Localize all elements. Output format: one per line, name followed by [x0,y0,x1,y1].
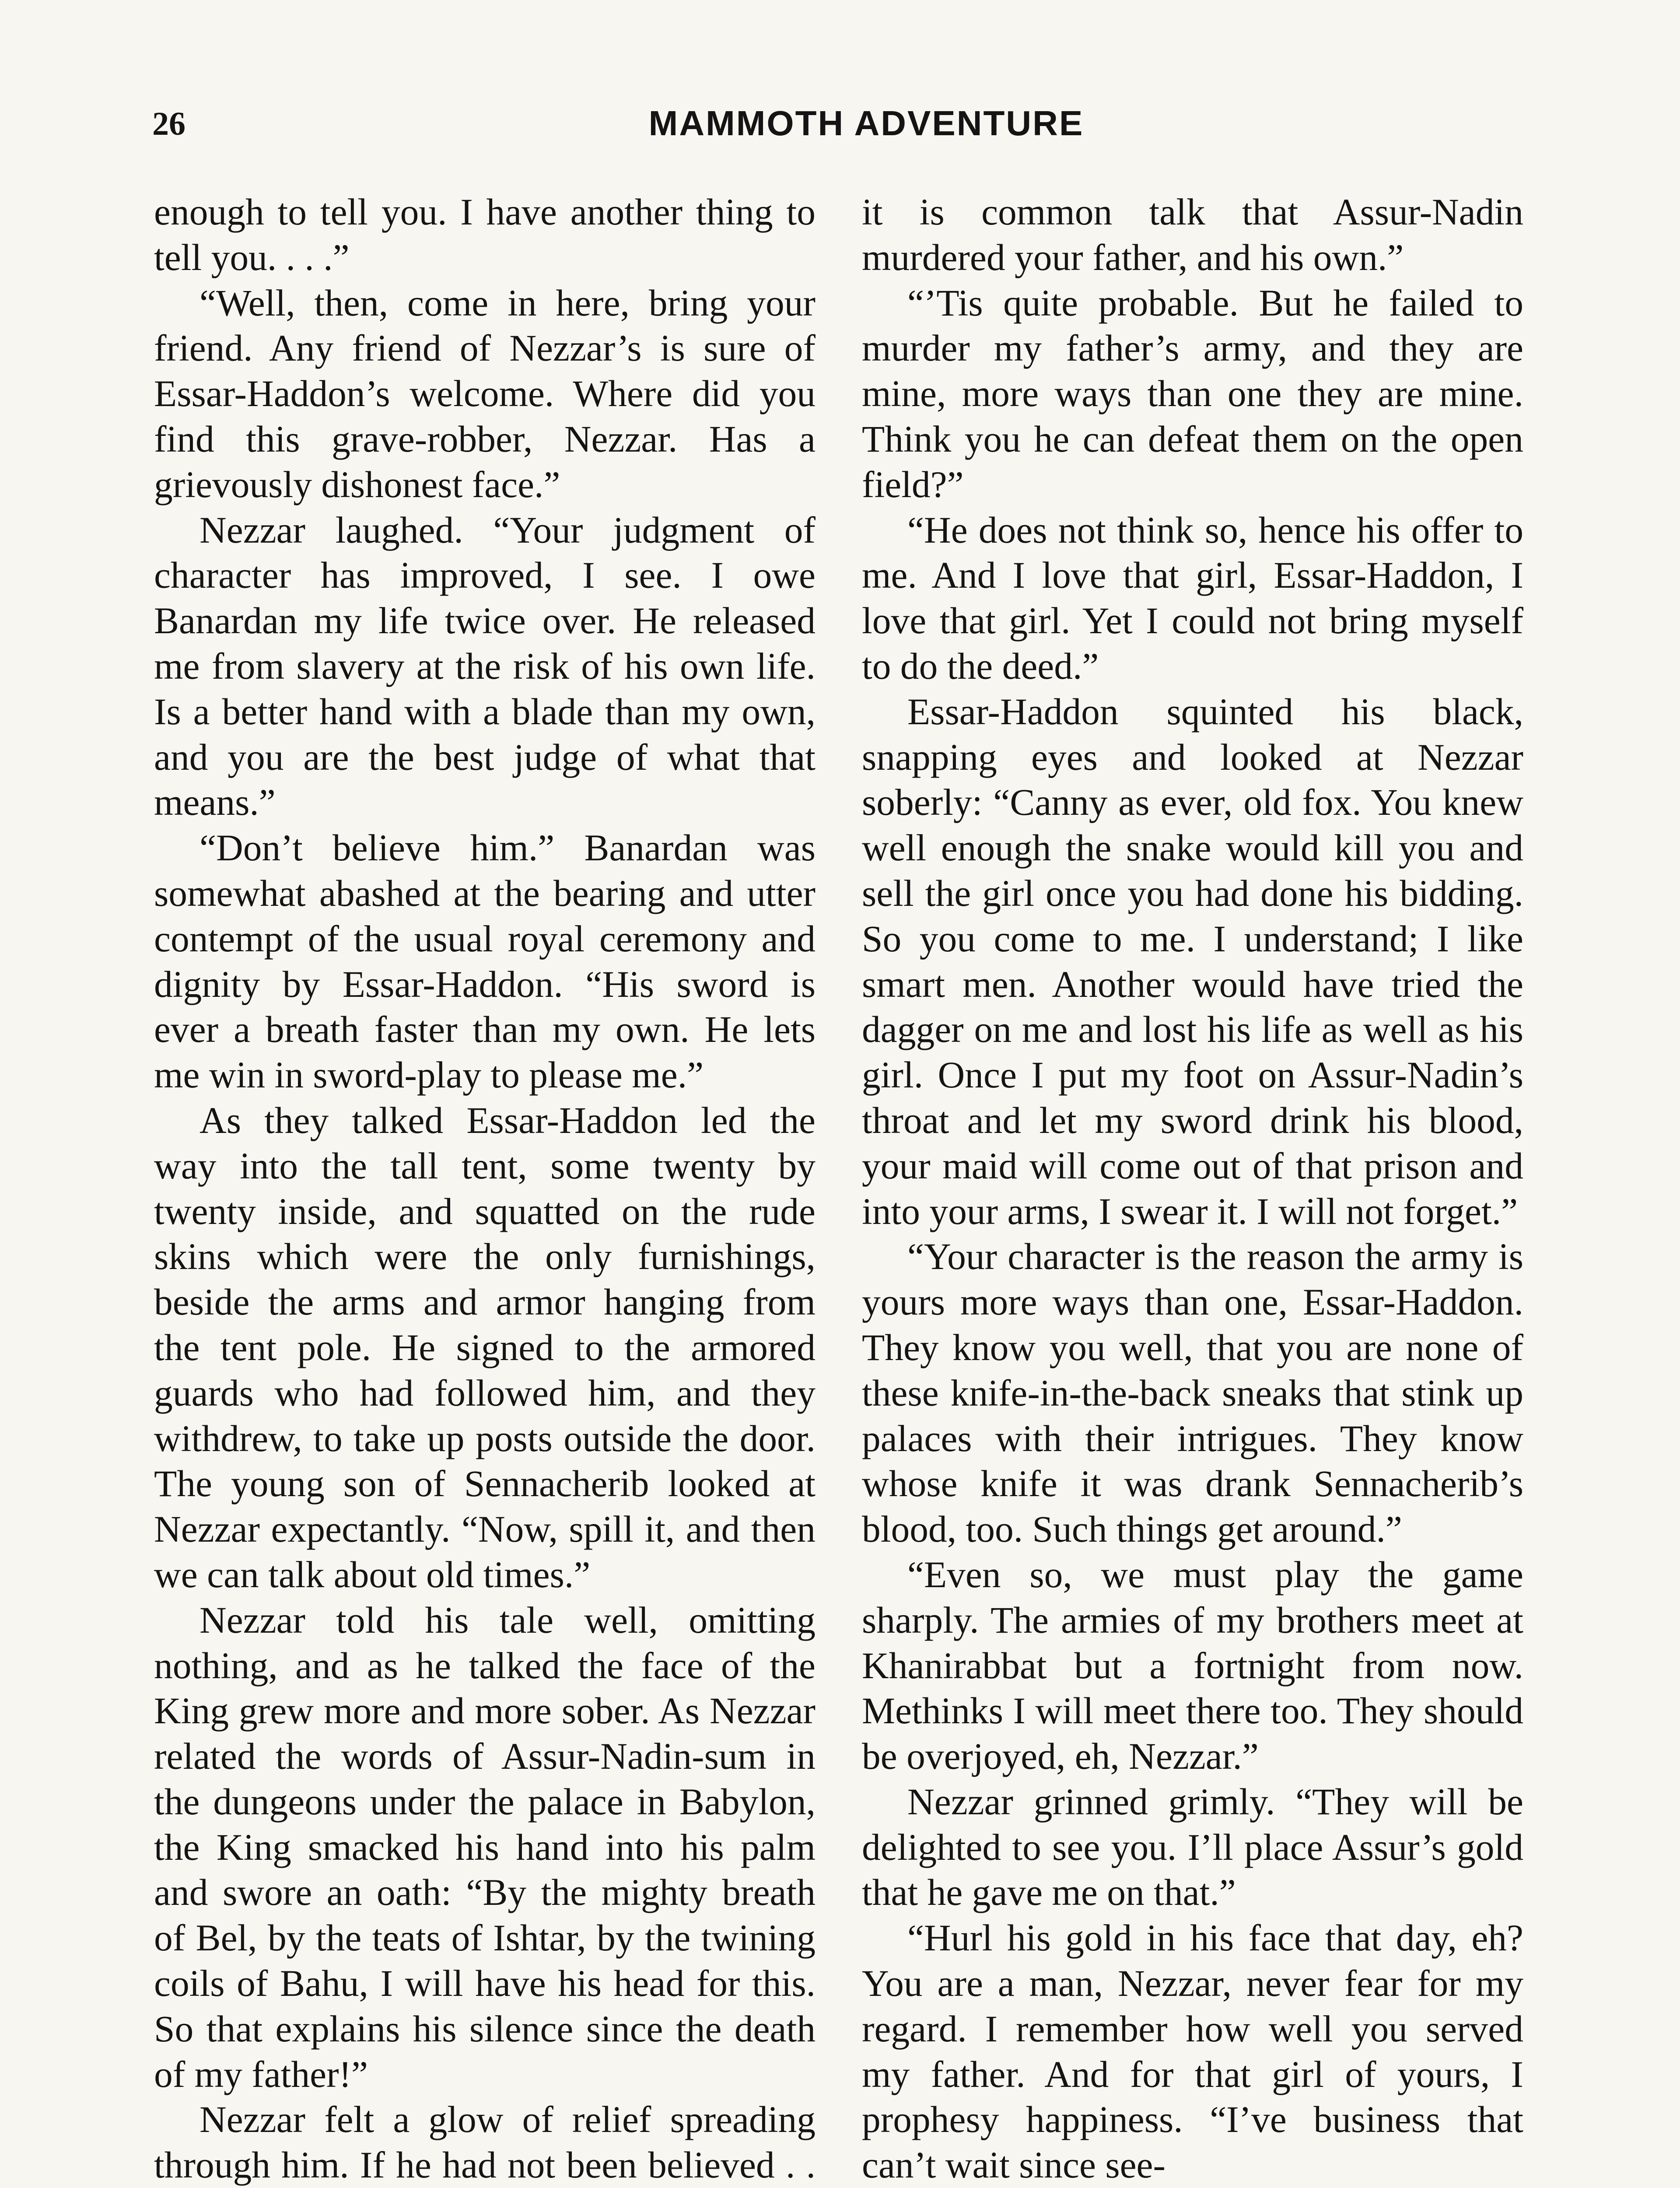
paragraph: it is common talk that Assur-Nadin murdered your father, and his own.” [862,192,1523,278]
paragraph: “He does not think so, hence his offer to me. And I love that girl, Essar-Haddon, I love that girl. Yet I could not bring myself to do the deed.” [862,509,1523,687]
right-column [862,190,1523,2188]
paragraph: “Hurl his gold in his face that day, eh? You are a man, Nezzar, never fear for my regard. I remember how well you served my father. And for that girl of yours, I prophesy happiness. “I’ve business that can’t wait since see- [862,1918,1523,2186]
paragraph: enough to tell you. I have another thing to tell you. . . .” [154,192,816,278]
paragraph: “’Tis quite probable. But he failed to murder my father’s army, and they are mine, more ways than one they are mine. Think you he can defeat them on the open field?” [862,282,1523,505]
paragraph: “Your character is the reason the army is yours more ways than one, Essar-Haddon. They know you well, that you are none of these knife-in-the-back sneaks that stink up palaces with their intrigues. They know whose knife it was drank Sennacherib’s blood, too. Such things get around.” [862,1236,1523,1550]
running-title: MAMMOTH ADVENTURE [648,104,1084,143]
paragraph: As they talked Essar-Haddon led the way into the tall tent, some twenty by twenty inside, and squatted on the rude skins which were the only furnishings, beside the arms and armor hanging from the tent pole. He signed to the armored guards who had followed him, and they withdrew, to take up posts outside the door. The young son of Sennacherib looked at Nezzar expectantly. “Now, spill it, and then we can talk about old times.” [154,1100,816,1595]
paragraph: Nezzar grinned grimly. “They will be delighted to see you. I’ll place Assur’s gold that he gave me on that.” [862,1781,1523,1914]
paragraph: “Even so, we must play the game sharply. The armies of my brothers meet at Khanirabbat but a fortnight from now. Methinks I will meet there too. They should be overjoyed, eh, Nezzar.” [862,1554,1523,1778]
left-column [154,190,816,2188]
paragraph: Nezzar laughed. “Your judgment of character has improved, I see. I owe Banardan my life twice over. He released me from slavery at the risk of his own life. Is a better hand with a blade than my own, and you are the best judge of what that means.” [154,509,816,824]
paragraph: Nezzar told his tale well, omitting nothing, and as he talked the face of the King grew more and more sober. As Nezzar related the words of Assur-Nadin-sum in the dungeons under the palace in Babylon, the King smacked his hand into his palm and swore an oath: “By the mighty breath of Bel, by the teats of Ishtar, by the twining coils of Bahu, I will have his head for this. So that explains his silence since the death of my father!” [154,1599,816,2095]
page-number: 26 [152,105,186,142]
paragraph: Nezzar felt a glow of relief spreading through him. If he had not been believed . . [154,2099,816,2186]
paragraph: “Don’t believe him.” Banardan was somewhat abashed at the bearing and utter contempt of the usual royal ceremony and dignity by Essar-Haddon. “His sword is ever a breath faster than my own. He lets me win in sword-play to please me.” [154,828,816,1096]
paragraph: Essar-Haddon squinted his black, snapping eyes and looked at Nezzar soberly: “Canny as ever, old fox. You knew well enough the snake would kill you and sell the girl once you had done his bidding. So you come to me. I understand; I like smart men. Another would have tried the dagger on me and lost his life as well as his girl. Once I put my foot on Assur-Nadin’s throat and let my sword drink his blood, your maid will come out of that prison and into your arms, I swear it. I will not forget.” [862,691,1523,1232]
paragraph: “Well, then, come in here, bring your friend. Any friend of Nezzar’s is sure of Essar-Haddon’s welcome. Where did you find this grave-robber, Nezzar. Has a grievously dishonest face.” [154,282,816,505]
